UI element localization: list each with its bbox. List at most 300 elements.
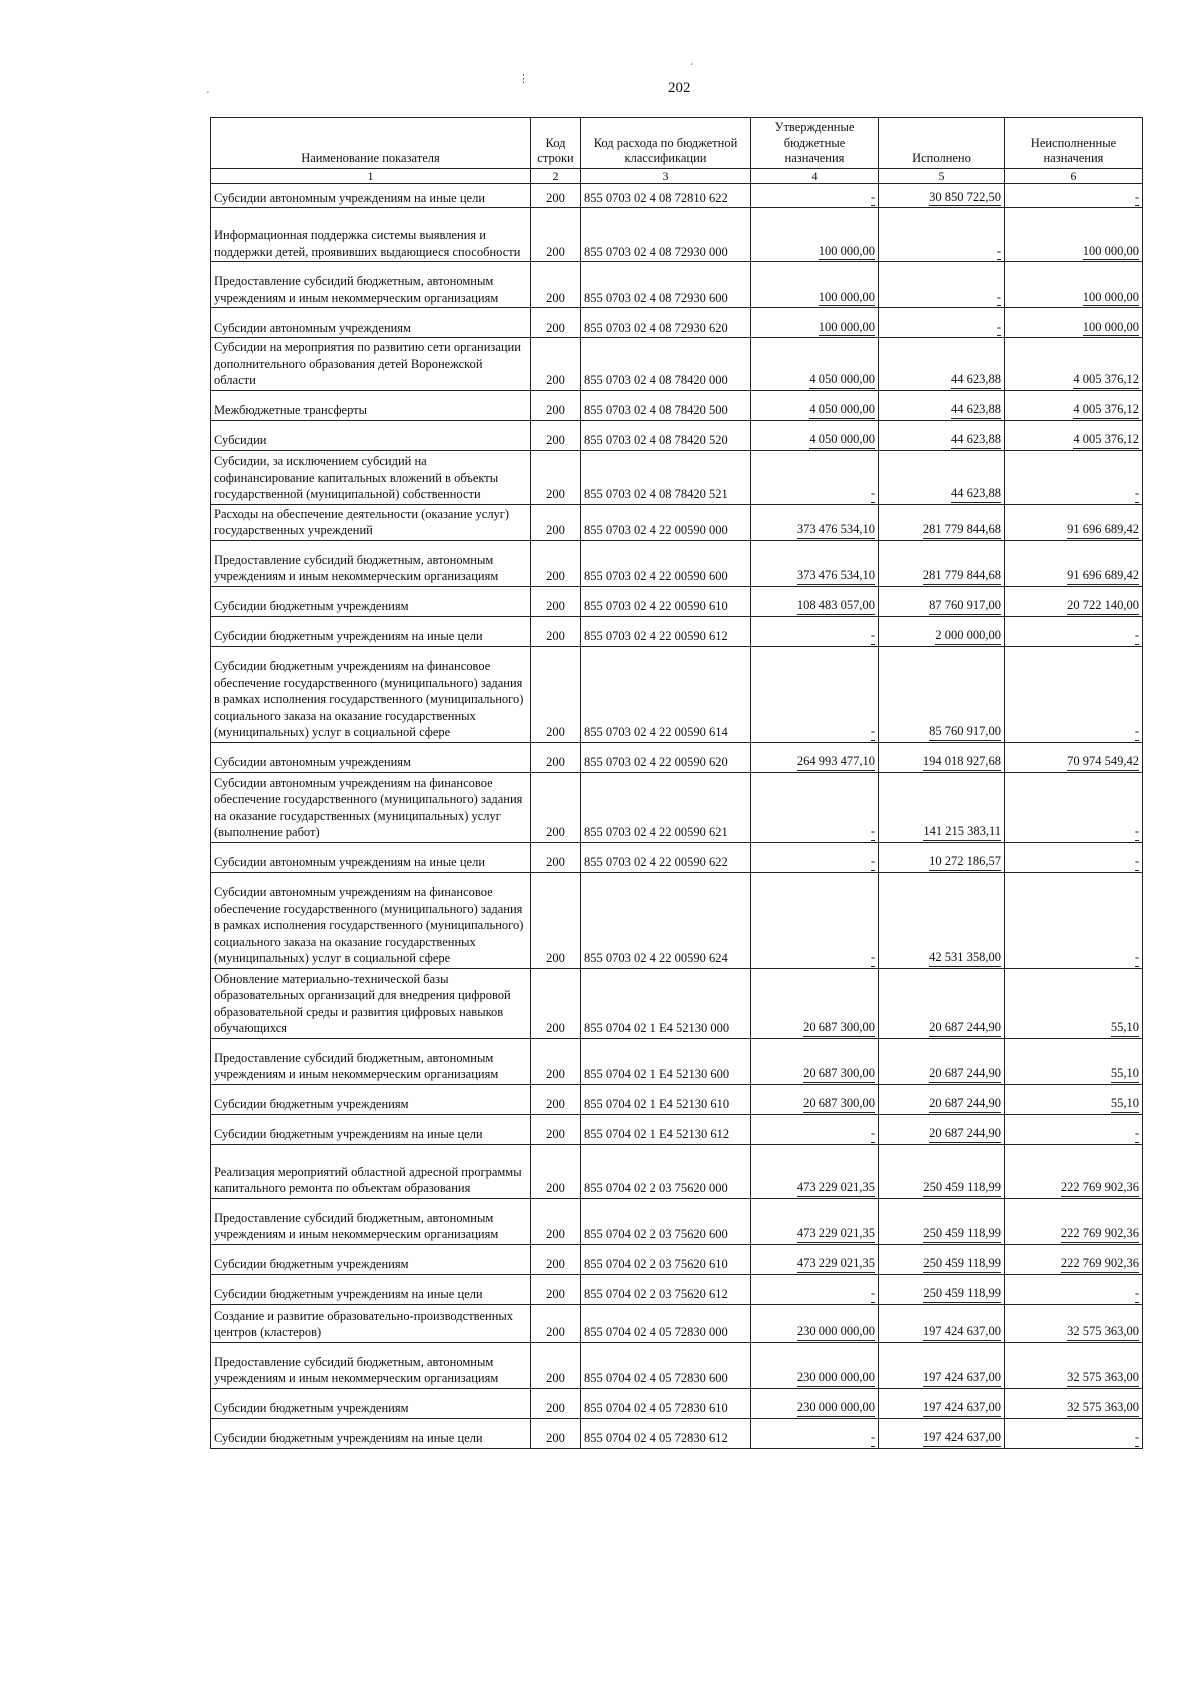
table-row [211,1304,1143,1342]
header-executed: Исполнено [879,118,1005,169]
row-approved [751,1038,879,1084]
table-row [211,742,1143,772]
header-unexecuted: Неисполненные назначения [1005,118,1143,169]
row-name: Информационная поддержка системы выявления и поддержки детей, проявивших выдающиеся способности [211,208,531,262]
header-indicator-name: Наименование показателя [211,118,531,169]
row-executed-value: 281 779 844,68 [923,521,1001,539]
row-executed-value: 30 850 722,50 [929,189,1001,207]
row-unexecuted [1005,1144,1143,1198]
row-unexecuted [1005,540,1143,586]
row-name: Обновление материально-технической базы образовательных организаций для внедрения цифровой образовательной среды и развития цифровых навыков обучающихся [211,968,531,1038]
row-executed-value: 250 459 118,99 [923,1285,1001,1303]
row-approved [751,1198,879,1244]
row-approved [751,262,879,308]
row-executed-value: 20 687 244,90 [929,1095,1001,1113]
row-executed [879,262,1005,308]
row-name: Субсидии автономным учреждениям [211,308,531,338]
row-line-code: 200 [531,586,581,616]
row-executed-value: 20 687 244,90 [929,1065,1001,1083]
row-unexecuted [1005,772,1143,842]
row-classification-code: 855 0704 02 4 05 72830 000 [581,1304,751,1342]
row-approved-value: - [871,723,875,741]
row-name: Предоставление субсидий бюджетным, автономным учреждениям и иным некоммерческим организациям [211,1038,531,1084]
column-number: 5 [879,169,1005,184]
row-unexecuted-value: - [1135,823,1139,841]
row-unexecuted-value: - [1135,723,1139,741]
row-approved-value: 230 000 000,00 [797,1369,875,1387]
row-approved [751,504,879,540]
row-approved-value: 473 229 021,35 [797,1255,875,1273]
row-approved [751,1342,879,1388]
row-executed [879,1342,1005,1388]
row-classification-code: 855 0703 02 4 22 00590 622 [581,842,751,872]
row-line-code: 200 [531,262,581,308]
row-classification-code: 855 0703 02 4 22 00590 614 [581,646,751,742]
row-executed [879,842,1005,872]
row-line-code: 200 [531,1274,581,1304]
row-name: Субсидии автономным учреждениям на иные цели [211,184,531,208]
row-line-code: 200 [531,1388,581,1418]
column-number: 3 [581,169,751,184]
row-classification-code: 855 0703 02 4 22 00590 621 [581,772,751,842]
row-unexecuted [1005,1038,1143,1084]
table-row [211,420,1143,450]
table-row [211,1244,1143,1274]
table-row [211,1274,1143,1304]
row-approved-value: - [871,949,875,967]
table-row [211,586,1143,616]
row-classification-code: 855 0703 02 4 08 78420 521 [581,450,751,504]
row-approved-value: 473 229 021,35 [797,1179,875,1197]
row-executed-value: 44 623,88 [951,485,1001,503]
row-executed-value: 10 272 186,57 [929,853,1001,871]
row-classification-code: 855 0704 02 4 05 72830 612 [581,1418,751,1448]
row-unexecuted [1005,338,1143,391]
row-approved-value: 100 000,00 [819,319,875,337]
row-approved [751,1388,879,1418]
row-approved [751,586,879,616]
row-approved-value: 4 050 000,00 [809,371,875,389]
row-approved-value: - [871,823,875,841]
row-unexecuted-value: 32 575 363,00 [1067,1323,1139,1341]
row-unexecuted [1005,1084,1143,1114]
row-classification-code: 855 0703 02 4 08 78420 520 [581,420,751,450]
row-approved-value: - [871,1429,875,1447]
row-executed-value: 250 459 118,99 [923,1179,1001,1197]
table-row [211,208,1143,262]
row-line-code: 200 [531,1418,581,1448]
row-executed [879,1388,1005,1418]
row-name: Субсидии автономным учреждениям [211,742,531,772]
table-body [211,184,1143,1449]
budget-execution-table [210,117,1143,1449]
row-approved-value: 264 993 477,10 [797,753,875,771]
table-row [211,1418,1143,1448]
row-name: Субсидии бюджетным учреждениям на иные цели [211,616,531,646]
row-approved-value: 4 050 000,00 [809,401,875,419]
header-line-code: Код строки [531,118,581,169]
row-classification-code: 855 0703 02 4 08 72810 622 [581,184,751,208]
row-executed-value: 250 459 118,99 [923,1225,1001,1243]
row-approved-value: 100 000,00 [819,289,875,307]
row-approved [751,1244,879,1274]
row-line-code: 200 [531,208,581,262]
row-executed-value: 44 623,88 [951,401,1001,419]
row-approved [751,308,879,338]
row-unexecuted [1005,1418,1143,1448]
row-executed [879,184,1005,208]
row-name: Межбюджетные трансферты [211,390,531,420]
row-executed [879,616,1005,646]
table-row [211,308,1143,338]
row-approved [751,646,879,742]
row-unexecuted-value: - [1135,1125,1139,1143]
row-approved [751,390,879,420]
row-approved [751,616,879,646]
column-number: 2 [531,169,581,184]
row-executed-value: - [997,243,1001,261]
row-approved [751,338,879,391]
row-executed [879,208,1005,262]
row-line-code: 200 [531,616,581,646]
row-line-code: 200 [531,338,581,391]
row-executed-value: - [997,289,1001,307]
table-row [211,1038,1143,1084]
table-row [211,1342,1143,1388]
row-unexecuted [1005,208,1143,262]
table-row [211,338,1143,391]
row-approved-value: 20 687 300,00 [803,1065,875,1083]
row-approved [751,742,879,772]
row-executed [879,450,1005,504]
row-executed [879,504,1005,540]
row-unexecuted-value: - [1135,627,1139,645]
row-line-code: 200 [531,1304,581,1342]
row-classification-code: 855 0703 02 4 22 00590 612 [581,616,751,646]
row-line-code: 200 [531,1342,581,1388]
row-name: Субсидии автономным учреждениям на иные цели [211,842,531,872]
row-executed-value: 197 424 637,00 [923,1323,1001,1341]
row-executed [879,586,1005,616]
row-executed-value: 2 000 000,00 [935,627,1001,645]
row-unexecuted-value: 55,10 [1111,1019,1139,1037]
row-executed-value: 42 531 358,00 [929,949,1001,967]
page-number: 202 [668,80,691,96]
row-executed [879,338,1005,391]
row-executed-value: 44 623,88 [951,431,1001,449]
row-approved [751,1144,879,1198]
row-name: Субсидии бюджетным учреждениям на иные цели [211,1114,531,1144]
row-unexecuted-value: 32 575 363,00 [1067,1369,1139,1387]
row-name: Предоставление субсидий бюджетным, автономным учреждениям и иным некоммерческим организациям [211,1342,531,1388]
table-row [211,540,1143,586]
row-approved-value: 20 687 300,00 [803,1095,875,1113]
row-name: Субсидии бюджетным учреждениям [211,586,531,616]
row-name: Предоставление субсидий бюджетным, автономным учреждениям и иным некоммерческим организациям [211,262,531,308]
row-name: Реализация мероприятий областной адресной программы капитального ремонта по объектам образования [211,1144,531,1198]
column-number: 6 [1005,169,1143,184]
row-line-code: 200 [531,1198,581,1244]
row-approved [751,540,879,586]
row-approved [751,450,879,504]
row-name: Субсидии автономным учреждениям на финансовое обеспечение государственного (муниципального) задания в рамках исполнения государственного (муниципального) социального заказа на оказание государственных (муниципальных) услуг в социальной сфере [211,872,531,968]
row-executed-value: - [997,319,1001,337]
row-classification-code: 855 0704 02 2 03 75620 600 [581,1198,751,1244]
row-approved-value: - [871,853,875,871]
row-name: Создание и развитие образовательно-производственных центров (кластеров) [211,1304,531,1342]
table-row [211,262,1143,308]
row-classification-code: 855 0703 02 4 08 72930 600 [581,262,751,308]
row-classification-code: 855 0704 02 1 E4 52130 000 [581,968,751,1038]
row-line-code: 200 [531,420,581,450]
row-approved [751,420,879,450]
row-executed-value: 87 760 917,00 [929,597,1001,615]
row-classification-code: 855 0703 02 4 22 00590 600 [581,540,751,586]
row-unexecuted [1005,262,1143,308]
row-unexecuted-value: - [1135,485,1139,503]
row-executed-value: 281 779 844,68 [923,567,1001,585]
row-line-code: 200 [531,1084,581,1114]
row-line-code: 200 [531,450,581,504]
row-executed-value: 250 459 118,99 [923,1255,1001,1273]
row-unexecuted [1005,742,1143,772]
row-executed [879,742,1005,772]
row-executed [879,1304,1005,1342]
row-line-code: 200 [531,540,581,586]
row-approved [751,1274,879,1304]
row-name: Предоставление субсидий бюджетным, автономным учреждениям и иным некоммерческим организациям [211,1198,531,1244]
row-executed [879,772,1005,842]
row-approved [751,872,879,968]
row-line-code: 200 [531,504,581,540]
row-unexecuted-value: 20 722 140,00 [1067,597,1139,615]
row-approved-value: 373 476 534,10 [797,521,875,539]
row-executed-value: 85 760 917,00 [929,723,1001,741]
row-approved [751,1304,879,1342]
row-unexecuted [1005,504,1143,540]
row-executed-value: 44 623,88 [951,371,1001,389]
row-approved-value: 20 687 300,00 [803,1019,875,1037]
row-unexecuted-value: - [1135,189,1139,207]
row-approved-value: 373 476 534,10 [797,567,875,585]
row-executed [879,1418,1005,1448]
row-approved-value: - [871,189,875,207]
header-approved: Утвержденные бюджетные назначения [751,118,879,169]
row-classification-code: 855 0703 02 4 22 00590 000 [581,504,751,540]
table-row [211,646,1143,742]
row-line-code: 200 [531,742,581,772]
row-executed [879,1114,1005,1144]
table-row [211,772,1143,842]
row-unexecuted [1005,842,1143,872]
table-row [211,1388,1143,1418]
row-unexecuted [1005,646,1143,742]
row-unexecuted-value: 91 696 689,42 [1067,521,1139,539]
scan-artifact: ´ [206,90,210,102]
row-approved-value: 4 050 000,00 [809,431,875,449]
row-executed [879,968,1005,1038]
row-executed [879,1244,1005,1274]
row-unexecuted [1005,420,1143,450]
row-unexecuted [1005,1388,1143,1418]
row-unexecuted-value: 100 000,00 [1083,289,1139,307]
row-unexecuted-value: 4 005 376,12 [1073,371,1139,389]
row-classification-code: 855 0703 02 4 08 78420 000 [581,338,751,391]
row-classification-code: 855 0703 02 4 22 00590 620 [581,742,751,772]
row-classification-code: 855 0704 02 1 E4 52130 612 [581,1114,751,1144]
row-unexecuted-value: 55,10 [1111,1065,1139,1083]
row-unexecuted-value: 70 974 549,42 [1067,753,1139,771]
row-name: Субсидии бюджетным учреждениям на финансовое обеспечение государственного (муниципального) задания в рамках исполнения государственного (муниципального) социального заказа на оказание государственных (муниципальных) услуг в социальной сфере [211,646,531,742]
table-row [211,1084,1143,1114]
row-name: Субсидии бюджетным учреждениям на иные цели [211,1418,531,1448]
row-executed [879,1274,1005,1304]
table-row [211,1144,1143,1198]
table-row [211,1198,1143,1244]
table-row [211,390,1143,420]
row-unexecuted-value: 100 000,00 [1083,319,1139,337]
table-row [211,504,1143,540]
row-approved-value: 100 000,00 [819,243,875,261]
row-classification-code: 855 0704 02 1 E4 52130 600 [581,1038,751,1084]
row-executed [879,1038,1005,1084]
row-unexecuted [1005,872,1143,968]
scan-artifact: ´ [690,62,694,74]
row-unexecuted-value: - [1135,949,1139,967]
row-classification-code: 855 0703 02 4 08 72930 000 [581,208,751,262]
row-executed-value: 197 424 637,00 [923,1369,1001,1387]
row-executed-value: 194 018 927,68 [923,753,1001,771]
row-name: Субсидии бюджетным учреждениям на иные цели [211,1274,531,1304]
row-unexecuted-value: 222 769 902,36 [1061,1255,1139,1273]
column-number: 4 [751,169,879,184]
row-approved-value: 108 483 057,00 [797,597,875,615]
row-line-code: 200 [531,1038,581,1084]
table-row [211,616,1143,646]
row-unexecuted [1005,1114,1143,1144]
row-executed [879,1198,1005,1244]
row-executed [879,420,1005,450]
row-approved [751,184,879,208]
row-approved-value: - [871,627,875,645]
row-classification-code: 855 0704 02 2 03 75620 612 [581,1274,751,1304]
row-line-code: 200 [531,1144,581,1198]
row-classification-code: 855 0704 02 2 03 75620 000 [581,1144,751,1198]
row-unexecuted [1005,968,1143,1038]
row-unexecuted-value: 4 005 376,12 [1073,431,1139,449]
row-unexecuted-value: 222 769 902,36 [1061,1179,1139,1197]
row-unexecuted [1005,450,1143,504]
row-approved-value: 473 229 021,35 [797,1225,875,1243]
row-classification-code: 855 0704 02 4 05 72830 610 [581,1388,751,1418]
row-classification-code: 855 0704 02 4 05 72830 600 [581,1342,751,1388]
row-approved-value: - [871,1285,875,1303]
row-name: Субсидии бюджетным учреждениям [211,1244,531,1274]
table-row [211,184,1143,208]
table-row [211,1114,1143,1144]
row-approved-value: 230 000 000,00 [797,1323,875,1341]
row-executed [879,1144,1005,1198]
row-executed [879,872,1005,968]
row-unexecuted-value: - [1135,1429,1139,1447]
row-unexecuted [1005,1244,1143,1274]
row-name: Предоставление субсидий бюджетным, автономным учреждениям и иным некоммерческим организациям [211,540,531,586]
row-approved [751,208,879,262]
row-unexecuted [1005,390,1143,420]
row-unexecuted [1005,1274,1143,1304]
row-unexecuted-value: 91 696 689,42 [1067,567,1139,585]
row-unexecuted-value: 4 005 376,12 [1073,401,1139,419]
row-line-code: 200 [531,184,581,208]
row-name: Субсидии [211,420,531,450]
table-row [211,872,1143,968]
row-line-code: 200 [531,1244,581,1274]
row-unexecuted [1005,308,1143,338]
row-unexecuted [1005,1304,1143,1342]
row-approved-value: - [871,1125,875,1143]
row-executed [879,1084,1005,1114]
row-line-code: 200 [531,390,581,420]
row-executed [879,540,1005,586]
row-unexecuted [1005,616,1143,646]
table-row [211,450,1143,504]
row-classification-code: 855 0703 02 4 22 00590 624 [581,872,751,968]
row-executed [879,646,1005,742]
row-classification-code: 855 0704 02 1 E4 52130 610 [581,1084,751,1114]
row-approved [751,772,879,842]
row-executed-value: 20 687 244,90 [929,1125,1001,1143]
row-line-code: 200 [531,1114,581,1144]
row-unexecuted-value: 32 575 363,00 [1067,1399,1139,1417]
row-unexecuted-value: 55,10 [1111,1095,1139,1113]
row-unexecuted [1005,586,1143,616]
row-line-code: 200 [531,772,581,842]
row-line-code: 200 [531,842,581,872]
row-approved [751,842,879,872]
row-name: Субсидии на мероприятия по развитию сети организации дополнительного образования детей Воронежской области [211,338,531,391]
row-unexecuted-value: - [1135,1285,1139,1303]
row-approved-value: 230 000 000,00 [797,1399,875,1417]
row-unexecuted-value: - [1135,853,1139,871]
row-executed [879,308,1005,338]
row-executed-value: 197 424 637,00 [923,1399,1001,1417]
row-approved [751,1084,879,1114]
column-number: 1 [211,169,531,184]
row-executed [879,390,1005,420]
row-line-code: 200 [531,968,581,1038]
row-unexecuted-value: 100 000,00 [1083,243,1139,261]
row-executed-value: 20 687 244,90 [929,1019,1001,1037]
table-row [211,842,1143,872]
table-row [211,968,1143,1038]
row-name: Расходы на обеспечение деятельности (оказание услуг) государственных учреждений [211,504,531,540]
row-approved [751,1418,879,1448]
row-classification-code: 855 0704 02 2 03 75620 610 [581,1244,751,1274]
row-approved [751,1114,879,1144]
scan-artifact: ⋮ [518,73,529,85]
row-approved [751,968,879,1038]
row-line-code: 200 [531,308,581,338]
row-name: Субсидии, за исключением субсидий на софинансирование капитальных вложений в объекты государственной (муниципальной) собственности [211,450,531,504]
row-name: Субсидии бюджетным учреждениям [211,1388,531,1418]
row-unexecuted [1005,1198,1143,1244]
header-classification-code: Код расхода по бюджетной классификации [581,118,751,169]
row-classification-code: 855 0703 02 4 22 00590 610 [581,586,751,616]
row-executed-value: 197 424 637,00 [923,1429,1001,1447]
row-line-code: 200 [531,646,581,742]
row-approved-value: - [871,485,875,503]
row-unexecuted [1005,1342,1143,1388]
